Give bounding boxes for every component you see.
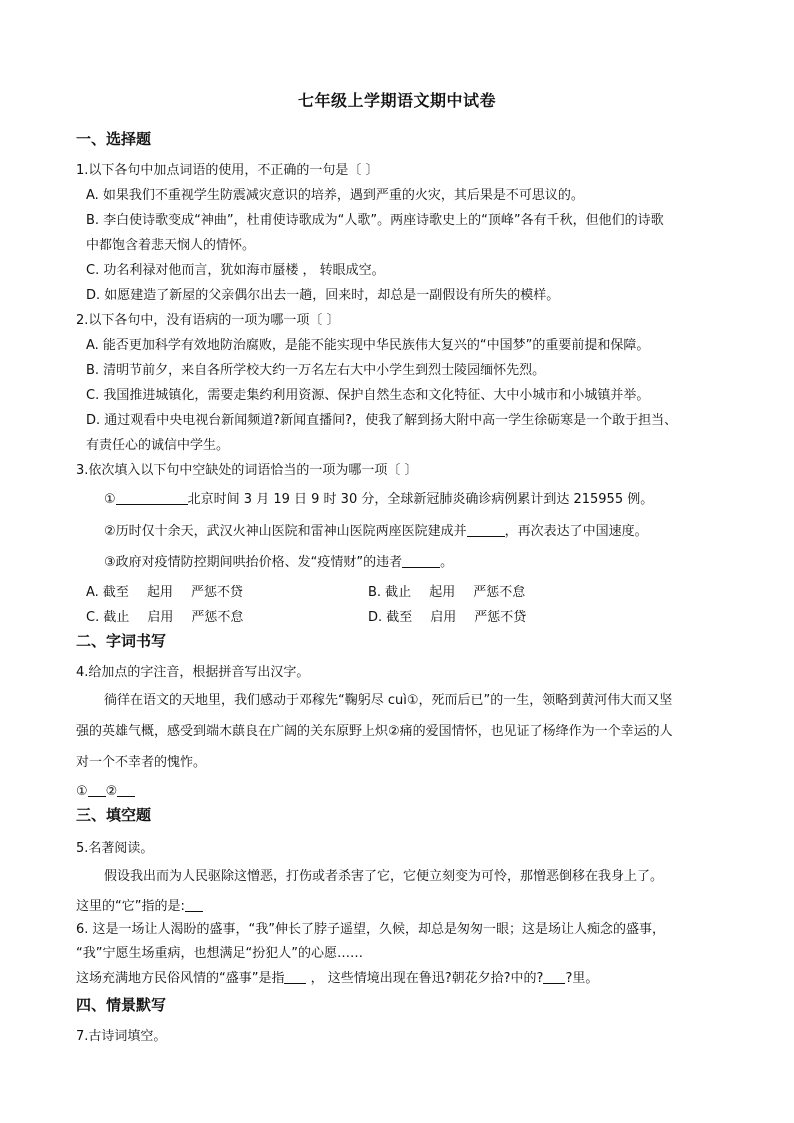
option-word: 严惩不怠 xyxy=(191,610,244,625)
sentence-3-text: ③政府对疫情防控期间哄抬价格、发“疫情财”的违者 xyxy=(104,555,403,570)
question-5-quote: 假设我出而为人民驱除这憎恶，打伤或者杀害了它，它便立刻变为可怜，那憎恶倒移在我身上了。 xyxy=(104,869,664,884)
sentence-1-number: ① xyxy=(104,492,116,507)
section-heading-words: 二、字词书写 xyxy=(76,632,167,650)
answer-blank[interactable] xyxy=(402,553,440,568)
question-2-option-a: A. 能否更加科学有效地防治腐败，是能不能实现中华民族伟大复兴的“中国梦”的重要前提和保障。 xyxy=(86,338,650,353)
question-5-stem: 5.名著阅读。 xyxy=(76,841,154,856)
question-1-option-b-cont: 中都饱含着悲天悯人的情怀。 xyxy=(86,238,256,253)
sentence-1-text: 北京时间 3 月 19 日 9 时 30 分，全球新冠肺炎确诊病例累计到达 215955 例。 xyxy=(187,492,654,507)
sentence-2-text: ②历时仅十余天，武汉火神山医院和雷神山医院两座医院建成并 xyxy=(104,524,467,539)
question-1-option-c: C. 功名利禄对他而言，犹如海市蜃楼 ， 转眼成空。 xyxy=(86,263,385,278)
option-word: D. 截至 xyxy=(368,610,413,625)
question-1-option-d: D. 如愿建造了新屋的父亲偶尔出去一趟，回来时，却总是一副假设有所失的模样。 xyxy=(86,288,560,303)
option-word: 严惩不贷 xyxy=(474,610,527,625)
question-3-sentence-3 xyxy=(104,553,453,572)
answer-blank[interactable] xyxy=(116,490,188,505)
question-2-option-d: D. 通过观看中央电视台新闻频道?新闻直播间?，使我了解到扬大附中高一学生徐砺寒是一个敢于担当、 xyxy=(86,413,678,428)
question-6-line-1: 6. 这是一场让人渴盼的盛事，“我”伸长了脖子遥望，久候，却总是匆匆一眼；这是场让人痴念的盛事， xyxy=(76,922,666,937)
question-1-option-a: A. 如果我们不重视学生防震减灾意识的培养，遇到严重的火灾，其后果是不可思议的。 xyxy=(86,188,584,203)
question-3-stem: 3.依次填入以下句中空缺处的词语恰当的一项为哪一项〔 〕 xyxy=(76,463,418,478)
question-4-passage-line-2: 强的英雄气概，感受到端木蕻良在广阔的关东原野上炽②痛的爱国情怀，也见证了杨绛作为一个幸运的人 xyxy=(76,724,673,739)
question-5-ask-text: 这里的“它”指的是: xyxy=(76,899,185,914)
question-3-option-b xyxy=(368,581,543,600)
question-4-passage-line-1: 徜徉在语文的天地里，我们感动于邓稼先“鞠躬尽 cuì①，死而后已”的一生，领略到黄河伟大而又坚 xyxy=(104,693,673,708)
answer-blank[interactable] xyxy=(543,969,565,984)
option-word: 严惩不怠 xyxy=(473,585,526,600)
sentence-2-text-end: ，再次表达了中国速度。 xyxy=(504,524,648,539)
option-word: 起用 xyxy=(146,585,173,600)
question-2-option-d-cont: 有责任心的诚信中学生。 xyxy=(86,438,230,453)
answer-blank[interactable] xyxy=(185,897,203,912)
option-word: C. 截止 xyxy=(86,610,130,625)
option-word: 启用 xyxy=(430,610,457,625)
question-3-sentence-2 xyxy=(104,522,648,541)
answer-blank[interactable] xyxy=(467,522,505,537)
answer-number: ① xyxy=(76,784,88,799)
question-6-text: ， 这些情境出现在鲁迅?朝花夕拾?中的? xyxy=(306,971,544,986)
option-word: 严惩不贷 xyxy=(190,585,243,600)
question-3-sentence-1 xyxy=(104,490,653,509)
question-1-option-b: B. 李白使诗歌变成“神曲”，杜甫使诗歌成为“人歌”。两座诗歌史上的“顶峰”各有千秋，但他们的诗歌 xyxy=(86,213,664,228)
question-2-option-b: B. 清明节前夕，来自各所学校大约一万名左右大中小学生到烈士陵园缅怀先烈。 xyxy=(86,363,546,378)
question-2-option-c: C. 我国推进城镇化，需要走集约利用资源、保护自然生态和文化特征、大中小城市和小城镇并举。 xyxy=(86,388,650,403)
question-6-text: 这场充满地方民俗风情的“盛事”是指 xyxy=(76,971,285,986)
option-word: B. 截止 xyxy=(368,585,412,600)
question-5-ask xyxy=(76,897,203,916)
question-6-line-2: “我”宁愿生场重病，也想满足“扮犯人”的心愿…… xyxy=(76,946,363,961)
section-heading-fill: 三、填空题 xyxy=(76,806,152,824)
answer-number: ② xyxy=(105,784,118,799)
question-4-answer-line xyxy=(76,782,135,801)
question-3-option-d xyxy=(368,606,544,625)
question-6-line-3 xyxy=(76,969,598,988)
question-3-option-a xyxy=(86,581,261,600)
option-word: A. 截至 xyxy=(86,585,129,600)
question-3-option-c xyxy=(86,606,261,625)
section-heading-choice: 一、选择题 xyxy=(76,130,152,148)
question-4-passage-line-3: 对一个不幸者的愧怍。 xyxy=(76,755,207,770)
question-1-stem: 1.以下各句中加点词语的使用，不正确的一句是〔 〕 xyxy=(76,163,379,178)
sentence-3-text-end: 。 xyxy=(440,555,454,570)
question-6-text: ?里。 xyxy=(565,971,599,986)
page-title: 七年级上学期语文期中试卷 xyxy=(297,91,496,110)
question-4-stem: 4.给加点的字注音，根据拼音写出汉字。 xyxy=(76,665,310,680)
answer-blank[interactable] xyxy=(284,969,306,984)
section-heading-poetry: 四、情景默写 xyxy=(76,996,167,1014)
answer-blank[interactable] xyxy=(117,782,135,797)
question-7-stem: 7.古诗词填空。 xyxy=(76,1029,167,1044)
question-2-stem: 2.以下各句中，没有语病的一项为哪一项〔 〕 xyxy=(76,313,340,328)
answer-blank[interactable] xyxy=(88,782,106,797)
option-word: 启用 xyxy=(147,610,174,625)
option-word: 起用 xyxy=(429,585,456,600)
